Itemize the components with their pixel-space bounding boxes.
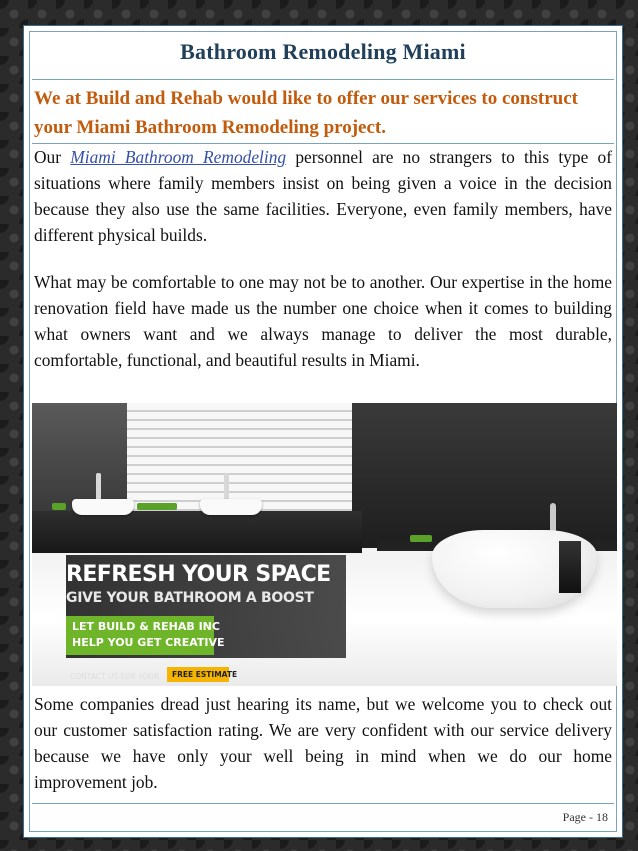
bathroom-ad-image bbox=[32, 403, 617, 686]
paragraph-1 bbox=[34, 144, 612, 248]
ad-subheadline: GIVE YOUR BATHROOM A BOOST bbox=[66, 590, 314, 606]
ad-contact-text: CONTACT US FOR YOUR bbox=[70, 672, 160, 681]
paragraph-1-prefix: Our bbox=[34, 147, 71, 167]
paragraph-1-suffix: personnel are no strangers to this type of situations where family members insist on being given a voice in the decision because they also use the same facilities. Everyone, even family members, have different physical builds. bbox=[34, 147, 612, 245]
ad-green-towel bbox=[410, 535, 432, 542]
document-page bbox=[23, 25, 623, 838]
free-estimate-label: FREE ESTIMATE bbox=[172, 670, 238, 679]
miami-bathroom-remodeling-link[interactable]: Miami Bathroom Remodeling bbox=[70, 147, 287, 167]
ad-green-towel bbox=[52, 503, 66, 510]
ad-line-2: HELP YOU GET CREATIVE bbox=[72, 636, 225, 649]
footer-divider bbox=[32, 803, 614, 804]
lead-paragraph: We at Build and Rehab would like to offer our services to construct your Miami Bathroom Remodeling project. bbox=[34, 88, 578, 138]
ad-faucet bbox=[224, 473, 229, 501]
ad-faucet bbox=[96, 473, 101, 501]
ad-headline: REFRESH YOUR SPACE bbox=[66, 562, 331, 587]
paragraph-3: Some companies dread just hearing its name, but we welcome you to check out our customer satisfaction rating. We are very confident with our service delivery because we have only your well being in mind when we do our home improvement job. bbox=[34, 694, 612, 792]
title-divider bbox=[32, 79, 614, 80]
ad-black-towel bbox=[559, 541, 581, 593]
paragraph-2: What may be comfortable to one may not be to another. Our expertise in the home renovation field have made us the number one choice when it comes to building what owners want and we always manage to deliver the most durable, comfortable, functional, and beautiful results in Miami. bbox=[34, 272, 612, 370]
ad-sink bbox=[200, 499, 262, 515]
page-title: Bathroom Remodeling Miami bbox=[180, 39, 466, 64]
page-number: Page - 18 bbox=[562, 810, 608, 824]
ad-line-1: LET BUILD & REHAB INC bbox=[72, 620, 220, 633]
ad-back-wall bbox=[352, 403, 617, 548]
ad-green-towel bbox=[137, 503, 177, 510]
ad-vanity-counter bbox=[32, 511, 362, 557]
ad-sink bbox=[72, 499, 134, 515]
